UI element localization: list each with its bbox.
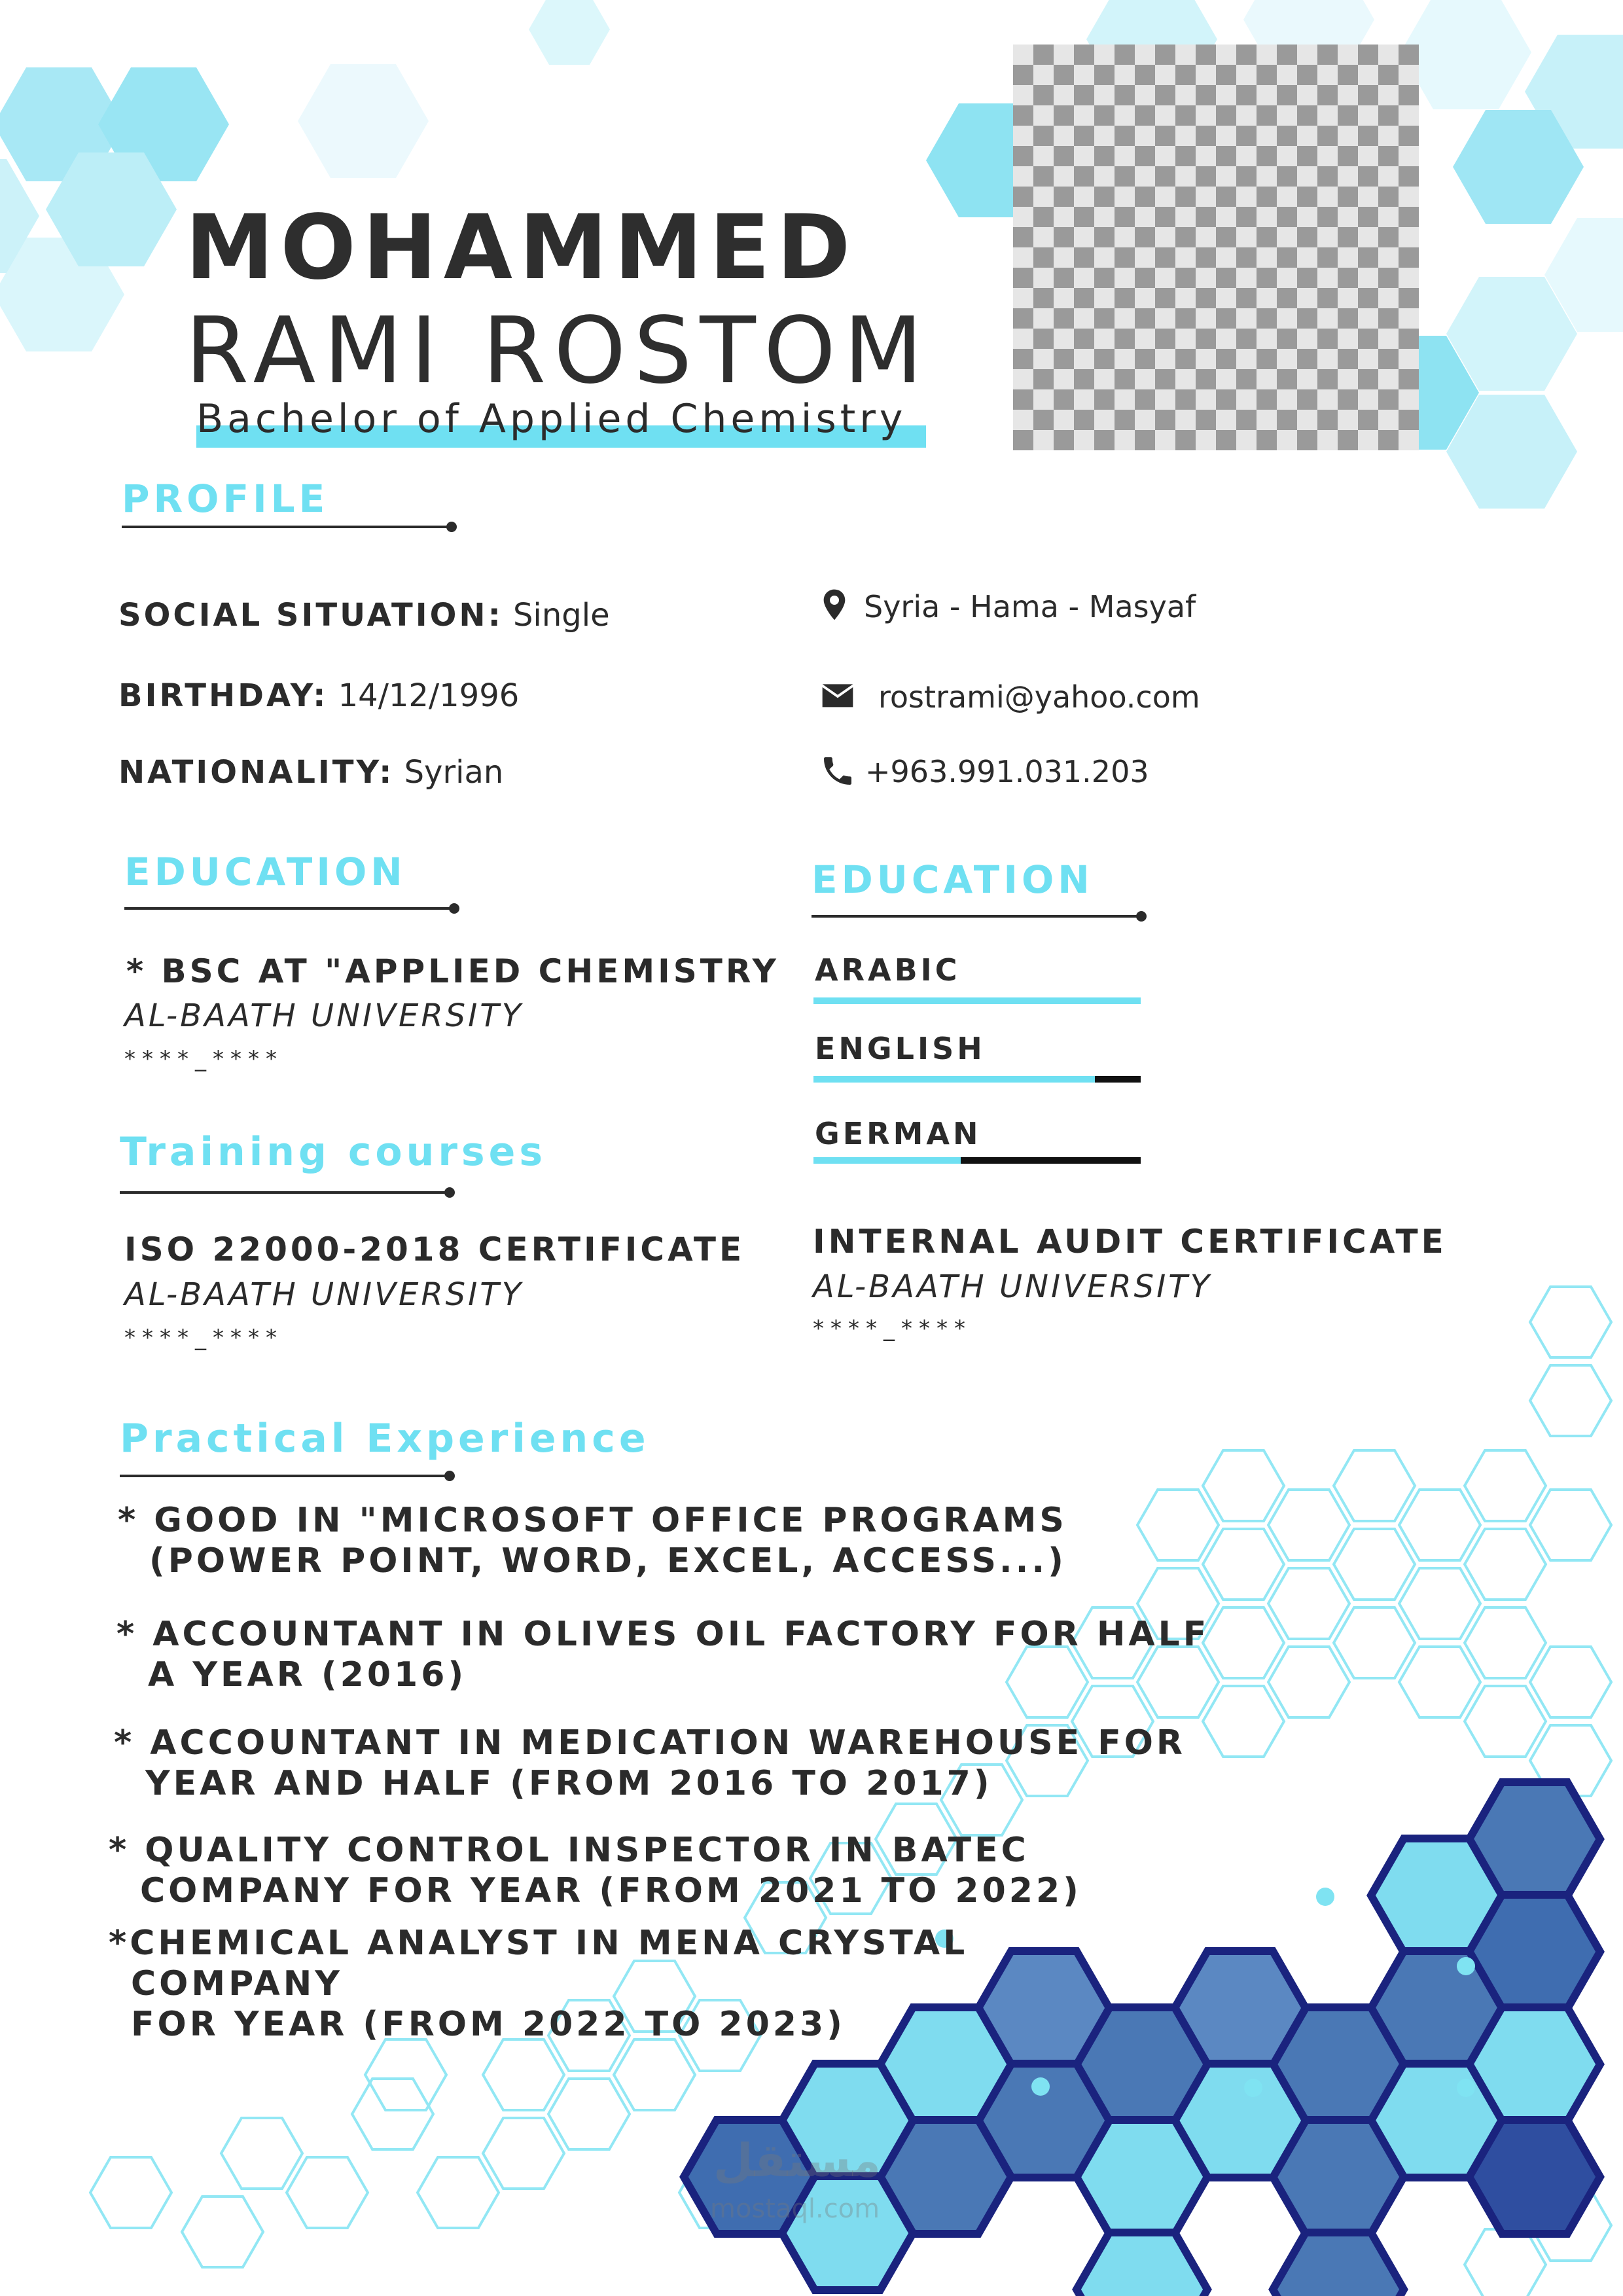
language-german-fill (813, 1157, 961, 1164)
training-heading: Training courses (120, 1129, 547, 1175)
profile-rule (122, 526, 452, 528)
experience-item-3-line2: YEAR AND HALF (FROM 2016 TO 2017) (145, 1764, 993, 1803)
training-dates-1: ****_**** (124, 1325, 283, 1351)
last-name: RAMI ROSTOM (185, 298, 931, 404)
training-rule (120, 1191, 450, 1194)
watermark-arabic: مستقل (713, 2134, 882, 2187)
social-value: Single (513, 597, 610, 634)
experience-item-1-line2: (POWER POINT, WORD, EXCEL, ACCESS...) (149, 1541, 1067, 1581)
language-english: ENGLISH (815, 1031, 986, 1066)
education-dates: ****_**** (124, 1046, 283, 1072)
profile-heading: PROFILE (122, 476, 329, 521)
experience-item-3-line1: * ACCOUNTANT IN MEDICATION WAREHOUSE FOR (114, 1723, 1186, 1763)
languages-heading: EDUCATION (812, 857, 1094, 902)
experience-item-2 (116, 1614, 1209, 1695)
birthday-value: 14/12/1996 (338, 677, 520, 714)
location-text: Syria - Hama - Masyaf (864, 589, 1196, 624)
training-dates-2: ****_**** (813, 1316, 972, 1342)
email-text[interactable]: rostrami@yahoo.com (878, 679, 1200, 715)
phone-icon (819, 753, 856, 789)
nationality-label: NATIONALITY: (118, 754, 395, 791)
language-arabic-fill (813, 997, 1141, 1004)
experience-item-1 (118, 1500, 1067, 1581)
language-arabic: ARABIC (815, 952, 961, 988)
languages-rule (812, 915, 1142, 918)
location-pin-icon (816, 586, 853, 623)
education-heading: EDUCATION (124, 850, 406, 894)
training-title-1: ISO 22000-2018 CERTIFICATE (124, 1230, 745, 1268)
first-name: MOHAMMED (185, 196, 857, 300)
experience-item-4-line1: * QUALITY CONTROL INSPECTOR IN BATEC (109, 1831, 1029, 1870)
experience-item-2-line1: * ACCOUNTANT IN OLIVES OIL FACTORY FOR HALF (116, 1615, 1210, 1654)
envelope-icon (819, 678, 856, 715)
nationality-value: Syrian (404, 754, 504, 791)
photo-placeholder (1013, 45, 1419, 450)
nationality (118, 754, 503, 791)
birthday-label: BIRTHDAY: (118, 677, 329, 714)
experience-heading: Practical Experience (120, 1416, 650, 1462)
experience-item-5-line2: COMPANY (131, 1964, 343, 2003)
training-org-1: AL-BAATH UNIVERSITY (124, 1276, 524, 1313)
experience-item-5 (109, 1923, 968, 2045)
phone-text[interactable]: +963.991.031.203 (865, 754, 1149, 789)
experience-item-1-line1: * GOOD IN "MICROSOFT OFFICE PROGRAMS (118, 1501, 1067, 1540)
language-german: GERMAN (815, 1116, 982, 1151)
language-english-bar (813, 1076, 1141, 1083)
social-situation (118, 597, 610, 634)
training-title-2: INTERNAL AUDIT CERTIFICATE (813, 1223, 1447, 1261)
education-university: AL-BAATH UNIVERSITY (124, 997, 524, 1034)
experience-item-2-line2: A YEAR (2016) (148, 1655, 467, 1695)
experience-item-5-line3: FOR YEAR (FROM 2022 TO 2023) (131, 2005, 846, 2044)
education-rule (124, 907, 455, 910)
language-arabic-bar (813, 997, 1141, 1004)
language-german-bar (813, 1157, 1141, 1164)
experience-item-5-line1: *CHEMICAL ANALYST IN MENA CRYSTAL (109, 1924, 969, 1963)
language-english-fill (813, 1076, 1095, 1083)
education-degree: * BSC AT "APPLIED CHEMISTRY (126, 952, 779, 990)
watermark-latin: mostaql.com (710, 2194, 880, 2224)
training-org-2: AL-BAATH UNIVERSITY (813, 1268, 1212, 1305)
social-label: SOCIAL SITUATION: (118, 597, 503, 634)
birthday (118, 677, 519, 714)
degree-title: Bachelor of Applied Chemistry (196, 396, 907, 442)
experience-item-4-line2: COMPANY FOR YEAR (FROM 2021 TO 2022) (140, 1871, 1082, 1910)
experience-item-4 (109, 1830, 1082, 1911)
experience-rule (120, 1475, 450, 1477)
experience-item-3 (114, 1723, 1186, 1804)
